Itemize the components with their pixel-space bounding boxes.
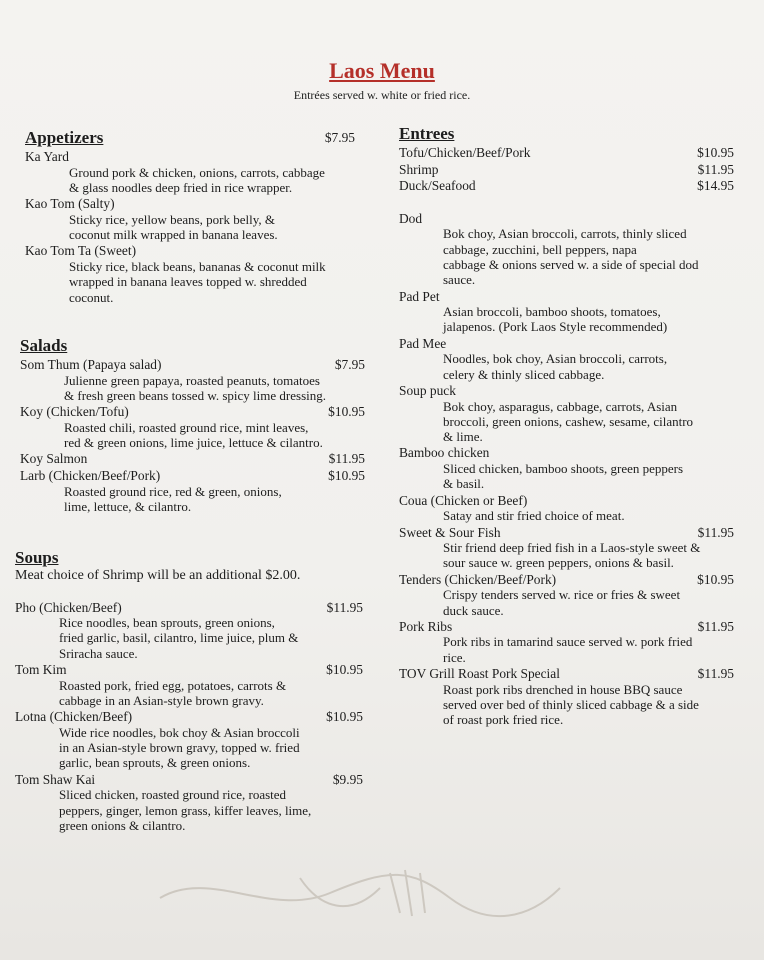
menu-item-description-line: Crispy tenders served w. rice or fries & sweet — [443, 587, 681, 603]
entrees-list — [399, 211, 734, 728]
menu-item-description-line: Sticky rice, yellow beans, pork belly, & — [69, 211, 276, 227]
menu-item-row — [25, 243, 355, 259]
menu-item-row — [399, 619, 734, 635]
menu-item-description-line: garlic, bean sprouts, & green onions. — [59, 755, 251, 771]
menu-item-description-line: Sliced chicken, roasted ground rice, roasted — [59, 787, 287, 803]
menu-item-description-line: peppers, ginger, lemon grass, kiffer leaves, lime, — [59, 802, 312, 818]
menu-item-price: $11.95 — [697, 618, 734, 634]
salads-section — [20, 336, 365, 514]
menu-item-name: Pho (Chicken/Beef) — [15, 599, 122, 615]
entrees-protein-list — [399, 145, 734, 194]
menu-item-description-line: cabbage, zucchini, bell peppers, napa — [443, 241, 637, 257]
soups-list — [15, 600, 363, 834]
menu-item — [399, 445, 734, 491]
menu-item-price: $11.95 — [697, 524, 734, 540]
menu-item-row — [399, 383, 734, 399]
menu-item-price: $11.95 — [328, 451, 365, 467]
menu-item-description-line: Sliced chicken, bamboo shoots, green peppers — [443, 461, 684, 477]
menu-item-row — [399, 445, 734, 461]
menu-item — [20, 451, 365, 467]
menu-item — [15, 709, 363, 770]
menu-item-name: Pad Pet — [399, 288, 440, 304]
menu-item — [25, 149, 355, 195]
menu-item-description-line: Roasted chili, roasted ground rice, mint leaves, — [64, 419, 309, 435]
menu-item-name: Coua (Chicken or Beef) — [399, 492, 528, 508]
menu-item-name: Sweet & Sour Fish — [399, 524, 501, 540]
menu-item-description-line: fried garlic, basil, cilantro, lime juice, plum & — [59, 630, 299, 646]
menu-item-name: Koy (Chicken/Tofu) — [20, 404, 129, 420]
menu-item-price: $10.95 — [697, 145, 734, 160]
decorative-flourish — [150, 858, 570, 928]
salads-heading: Salads — [20, 336, 68, 355]
menu-item-price: $10.95 — [326, 662, 363, 678]
menu-item-description-line: in an Asian-style brown gravy, topped w. fried — [59, 740, 300, 756]
menu-item-description-line: Stir friend deep fried fish in a Laos-style sweet & — [443, 540, 701, 556]
menu-item-description-line: & basil. — [443, 476, 485, 492]
menu-item-description-line: Ground pork & chicken, onions, carrots, cabbage — [69, 164, 325, 180]
menu-item-name: TOV Grill Roast Pork Special — [399, 666, 560, 682]
menu-item-name: Som Thum (Papaya salad) — [20, 357, 162, 372]
menu-item-price: $11.95 — [697, 666, 734, 682]
menu-item-description-line: Sticky rice, black beans, bananas & coconut milk — [69, 258, 326, 274]
menu-item — [15, 772, 363, 833]
appetizers-list — [25, 149, 355, 305]
menu-item — [399, 572, 734, 618]
menu-item-description-line: Bok choy, asparagus, cabbage, carrots, Asian — [443, 398, 678, 414]
salads-list — [20, 357, 365, 514]
menu-item-row — [399, 178, 734, 194]
menu-item-description-line: wrapped in banana leaves topped w. shredded — [69, 274, 307, 290]
menu-item-description-line: coconut. — [69, 289, 114, 305]
soups-heading: Soups — [15, 548, 59, 567]
menu-item-price: $11.95 — [697, 161, 734, 177]
menu-item-description-line: sour sauce w. green peppers, onions & basil. — [443, 555, 674, 571]
menu-item — [399, 162, 734, 178]
appetizers-heading: Appetizers — [25, 128, 104, 147]
menu-item-price: $10.95 — [328, 467, 365, 483]
menu-item-description-line: Pork ribs in tamarind sauce served w. pork fried — [443, 634, 693, 650]
menu-item-description-line: Roast pork ribs drenched in house BBQ sauce — [443, 681, 683, 697]
menu-item-row — [399, 289, 734, 305]
menu-item-name: Tofu/Chicken/Beef/Pork — [399, 145, 531, 160]
menu-item — [399, 619, 734, 665]
menu-item — [25, 243, 355, 304]
appetizers-section — [25, 128, 355, 305]
menu-item-name: Larb (Chicken/Beef/Pork) — [20, 467, 161, 483]
entrees-section — [399, 124, 734, 728]
menu-item — [399, 666, 734, 727]
menu-item — [399, 336, 734, 382]
menu-title: Laos Menu — [329, 58, 435, 83]
menu-item-row — [15, 600, 363, 616]
menu-item-description-line: Wide rice noodles, bok choy & Asian broccoli — [59, 724, 300, 740]
menu-item — [399, 289, 734, 335]
menu-item — [20, 404, 365, 450]
menu-item-row — [20, 468, 365, 484]
menu-item-description-line: & lime. — [443, 429, 483, 445]
menu-item-description-line: Noodles, bok choy, Asian broccoli, carrots, — [443, 351, 668, 367]
menu-item-row — [399, 145, 734, 161]
menu-item-description-line: rice. — [443, 649, 466, 665]
menu-item-name: Soup puck — [399, 382, 456, 398]
menu-item-name: Duck/Seafood — [399, 178, 476, 194]
menu-item-description-line: coconut milk wrapped in banana leaves. — [69, 227, 278, 243]
menu-item-name: Pork Ribs — [399, 618, 453, 634]
menu-item-row — [399, 211, 734, 227]
menu-item-description-line: green onions & cilantro. — [59, 817, 186, 833]
menu-item-row — [399, 493, 734, 509]
menu-item-description-line: sauce. — [443, 272, 476, 288]
menu-item-description-line: Julienne green papaya, roasted peanuts, tomatoes — [64, 372, 320, 388]
menu-item — [399, 493, 734, 524]
menu-item-description-line: Sriracha sauce. — [59, 645, 138, 661]
menu-item-row — [15, 662, 363, 678]
menu-item-name: Ka Yard — [25, 149, 69, 164]
menu-item-description-line: Roasted pork, fried egg, potatoes, carrots & — [59, 677, 287, 693]
menu-item-name: Kao Tom Ta (Sweet) — [25, 243, 137, 259]
menu-item-description-line: jalapenos. (Pork Laos Style recommended) — [443, 319, 668, 335]
entrees-heading: Entrees — [399, 124, 455, 143]
menu-item — [15, 600, 363, 661]
menu-item-description-line: & glass noodles deep fried in rice wrapper. — [69, 179, 293, 195]
menu-item — [15, 662, 363, 708]
menu-item-row — [399, 336, 734, 352]
menu-item — [399, 145, 734, 161]
menu-item-name: Dod — [399, 210, 423, 226]
menu-item — [399, 211, 734, 288]
menu-item-description-line: cabbage in an Asian-style brown gravy. — [59, 692, 264, 708]
menu-item-name: Koy Salmon — [20, 451, 88, 467]
menu-item — [399, 178, 734, 194]
menu-item-name: Shrimp — [399, 161, 439, 177]
menu-item-description-line: red & green onions, lime juice, lettuce & cilantro. — [64, 435, 323, 451]
menu-item-description-line: duck sauce. — [443, 602, 504, 618]
menu-item-row — [399, 162, 734, 178]
menu-item-name: Kao Tom (Salty) — [25, 196, 115, 212]
menu-item-price: $10.95 — [326, 709, 363, 725]
menu-item-price: $7.95 — [334, 357, 365, 372]
menu-item — [25, 196, 355, 242]
menu-item-row — [399, 666, 734, 682]
menu-item-row — [399, 572, 734, 588]
menu-item-description-line: Roasted ground rice, red & green, onions, — [64, 483, 282, 499]
menu-item — [399, 383, 734, 444]
menu-item-description-line: served over bed of thinly sliced cabbage & a side — [443, 696, 699, 712]
menu-item-description-line: Satay and stir fried choice of meat. — [443, 508, 625, 524]
menu-item-name: Tom Shaw Kai — [15, 771, 96, 787]
menu-item-description-line: lime, lettuce, & cilantro. — [64, 498, 192, 514]
soups-note: Meat choice of Shrimp will be an additional $2.00. — [15, 568, 301, 583]
menu-item-row — [20, 404, 365, 420]
menu-item-price: $14.95 — [697, 178, 734, 194]
menu-item-price: $9.95 — [332, 771, 363, 787]
menu-item-description-line: Asian broccoli, bamboo shoots, tomatoes, — [443, 304, 661, 320]
menu-item-name: Pad Mee — [399, 335, 447, 351]
menu-item-name: Bamboo chicken — [399, 445, 490, 461]
menu-item — [20, 357, 365, 403]
menu-item-name: Tenders (Chicken/Beef/Pork) — [399, 571, 557, 587]
menu-item — [20, 468, 365, 514]
menu-item — [399, 525, 734, 571]
soups-section — [15, 548, 363, 833]
menu-item-description-line: celery & thinly sliced cabbage. — [443, 366, 605, 382]
menu-item-price: $10.95 — [697, 571, 734, 587]
menu-item-row — [25, 149, 355, 165]
menu-item-description-line: & fresh green beans tossed w. spicy lime dressing. — [64, 387, 326, 403]
menu-item-row — [20, 451, 365, 467]
menu-item-description-line: of roast pork fried rice. — [443, 712, 564, 728]
appetizers-price: $7.95 — [324, 130, 355, 145]
menu-item-row — [15, 772, 363, 788]
menu-item-name: Lotna (Chicken/Beef) — [15, 709, 133, 725]
menu-item-name: Tom Kim — [15, 662, 67, 678]
menu-subtitle: Entrées served w. white or fried rice. — [293, 88, 471, 102]
menu-item-price: $10.95 — [328, 404, 365, 420]
menu-item-row — [25, 196, 355, 212]
menu-item-description-line: cabbage & onions served w. a side of special dod — [443, 256, 699, 272]
menu-item-description-line: broccoli, green onions, cashew, sesame, cilantro — [443, 413, 694, 429]
menu-item-row — [20, 357, 365, 373]
menu-item-price: $11.95 — [326, 599, 363, 615]
menu-item-description-line: Bok choy, Asian broccoli, carrots, thinly sliced — [443, 226, 687, 242]
menu-item-row — [399, 525, 734, 541]
menu-item-row — [15, 709, 363, 725]
menu-item-description-line: Rice noodles, bean sprouts, green onions, — [59, 615, 275, 631]
